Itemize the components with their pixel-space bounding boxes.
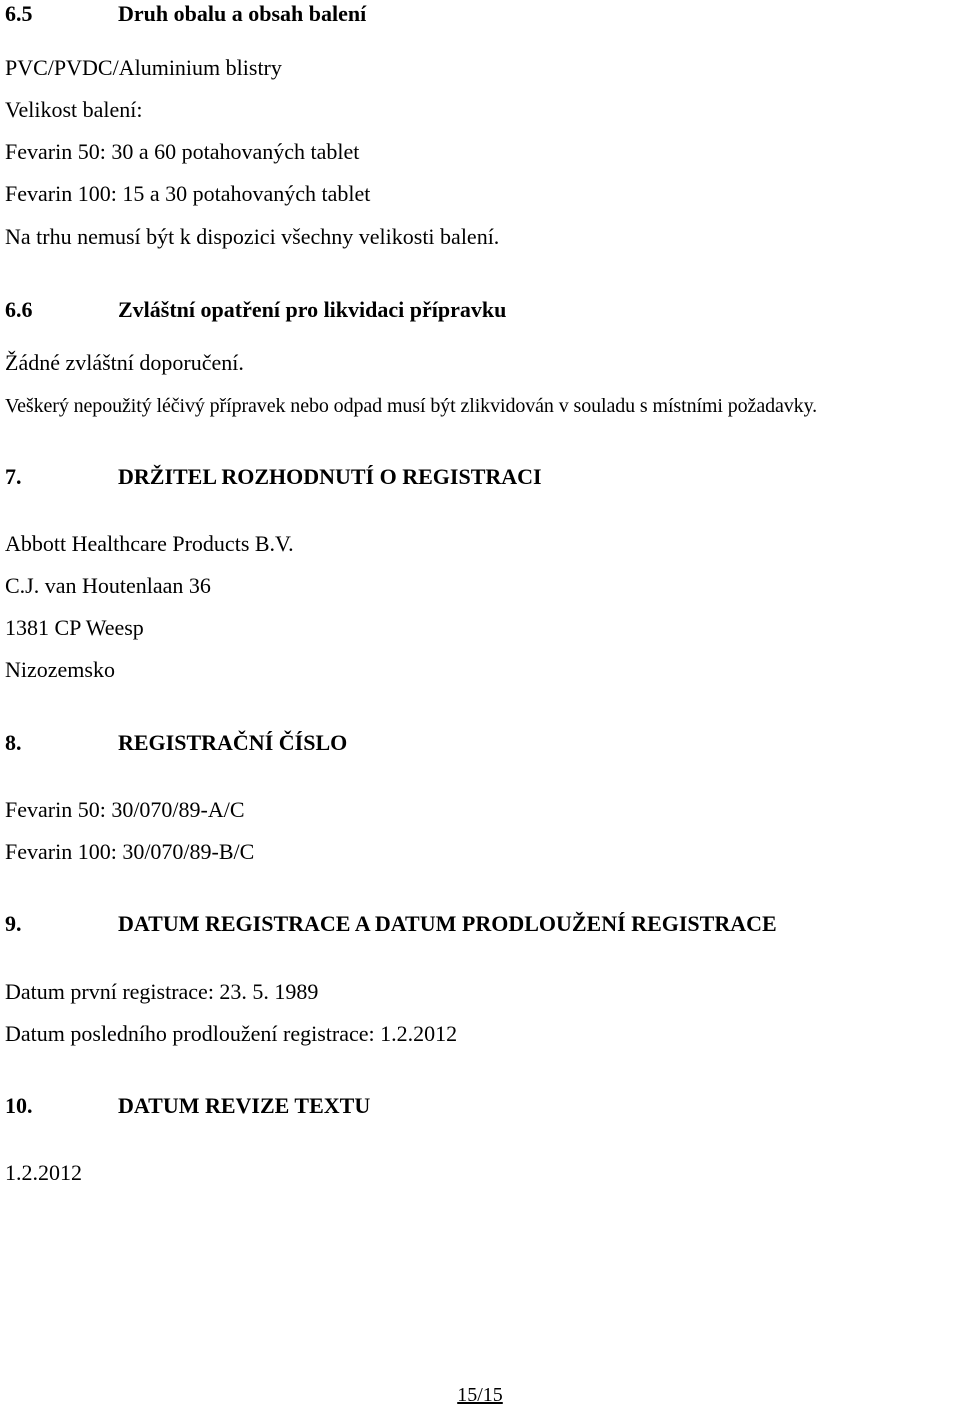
text-line: Velikost balení: <box>5 97 143 122</box>
page-footer <box>0 1383 960 1407</box>
text-line: Fevarin 50: 30 a 60 potahovaných tablet <box>5 139 360 164</box>
section-number: 9. <box>5 911 22 936</box>
section-title: DRŽITEL ROZHODNUTÍ O REGISTRACI <box>118 464 542 489</box>
text-line: 1381 CP Weesp <box>5 615 144 640</box>
text-line: Žádné zvláštní doporučení. <box>5 350 244 375</box>
text-line: Datum první registrace: 23. 5. 1989 <box>5 979 319 1004</box>
section-title: DATUM REGISTRACE A DATUM PRODLOUŽENÍ REGISTRACE <box>118 911 777 936</box>
text-line: 1.2.2012 <box>5 1160 82 1185</box>
text-line: Na trhu nemusí být k dispozici všechny velikosti balení. <box>5 224 500 249</box>
text-line: Nizozemsko <box>5 657 115 682</box>
text-line: Datum posledního prodloužení registrace: 1.2.2012 <box>5 1021 458 1046</box>
section-number: 7. <box>5 464 22 489</box>
text-line: Fevarin 100: 30/070/89-B/C <box>5 839 255 864</box>
section-number: 6.5 <box>5 1 33 26</box>
text-line: Fevarin 100: 15 a 30 potahovaných tablet <box>5 181 371 206</box>
section-number: 8. <box>5 730 22 755</box>
page-number: 15/15 <box>457 1384 503 1406</box>
section-title: DATUM REVIZE TEXTU <box>118 1093 371 1118</box>
section-title: Zvláštní opatření pro likvidaci přípravku <box>118 297 507 322</box>
text-line: PVC/PVDC/Aluminium blistry <box>5 55 282 80</box>
section-title: REGISTRAČNÍ ČÍSLO <box>118 730 348 755</box>
section-title: Druh obalu a obsah balení <box>118 1 367 26</box>
text-line: Abbott Healthcare Products B.V. <box>5 531 294 556</box>
text-line: Fevarin 50: 30/070/89-A/C <box>5 797 245 822</box>
text-line: C.J. van Houtenlaan 36 <box>5 573 211 598</box>
section-number: 10. <box>5 1093 33 1118</box>
section-number: 6.6 <box>5 297 33 322</box>
text-line: Veškerý nepoužitý léčivý přípravek nebo odpad musí být zlikvidován v souladu s místními požadavky. <box>5 395 818 417</box>
